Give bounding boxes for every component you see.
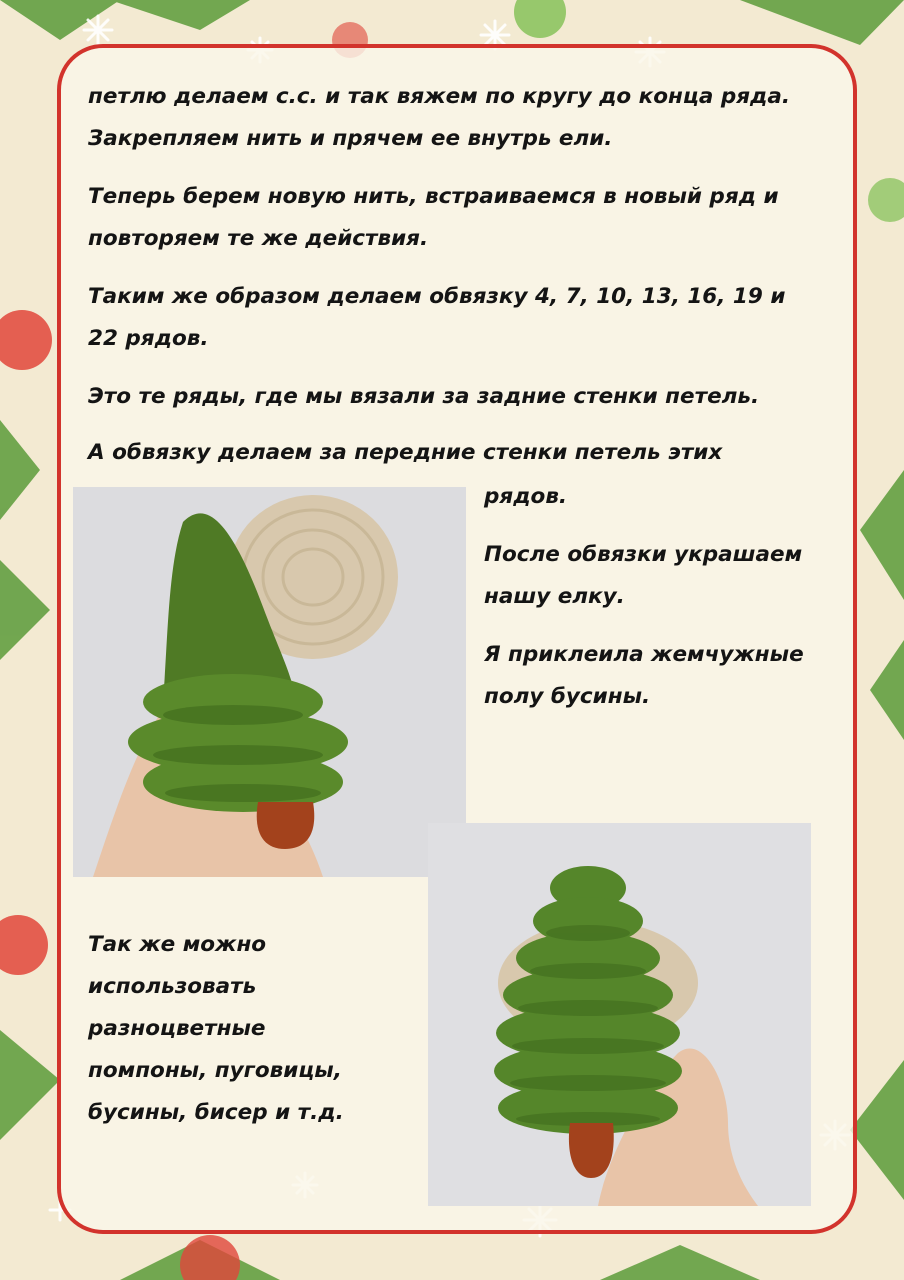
paragraph-line: помпоны, пуговицы, bbox=[88, 1058, 342, 1083]
paragraph-line: полу бусины. bbox=[484, 684, 651, 709]
paragraph-line: Я приклеила жемчужные bbox=[484, 642, 804, 667]
paragraph-line: повторяем те же действия. bbox=[88, 226, 429, 251]
paragraph-line: бусины, бисер и т.д. bbox=[88, 1100, 344, 1125]
paragraph-line: Закрепляем нить и прячем ее внутрь ели. bbox=[88, 126, 613, 151]
paragraph-line: петлю делаем с.с. и так вяжем по кругу до конца ряда. bbox=[88, 84, 791, 109]
paragraph-line: 22 рядов. bbox=[88, 326, 209, 351]
photo-knitted-tree-finished bbox=[428, 823, 811, 1206]
photo-knitted-tree-top bbox=[73, 487, 466, 877]
paragraph-line: нашу елку. bbox=[484, 584, 625, 609]
paragraph-line: А обвязку делаем за передние стенки петель этих bbox=[88, 440, 723, 465]
paragraph-line: Таким же образом делаем обвязку 4, 7, 10, 13, 16, 19 и bbox=[88, 284, 786, 309]
paragraph-line: рядов. bbox=[484, 484, 568, 509]
paragraph-line: Теперь берем новую нить, встраиваемся в новый ряд и bbox=[88, 184, 779, 209]
paragraph-line: Это те ряды, где мы вязали за задние стенки петель. bbox=[88, 384, 760, 409]
paragraph-line: Так же можно bbox=[88, 932, 267, 957]
paragraph-line: использовать bbox=[88, 974, 257, 999]
paragraph-line: После обвязки украшаем bbox=[484, 542, 803, 567]
paragraph-line: разноцветные bbox=[88, 1016, 266, 1041]
